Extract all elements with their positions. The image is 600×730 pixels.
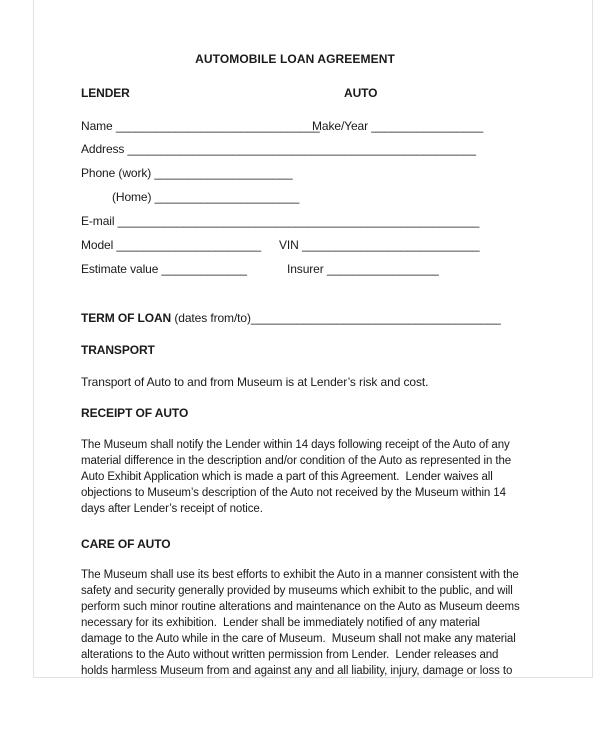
receipt-paragraph (81, 437, 521, 517)
document-title: AUTOMOBILE LOAN AGREEMENT (195, 52, 395, 66)
receipt-heading: RECEIPT OF AUTO (81, 406, 189, 420)
insurer-field[interactable]: Insurer _________________ (287, 262, 439, 276)
phone-work-field[interactable]: Phone (work) _____________________ (81, 166, 293, 180)
care-line: holds harmless Museum from and against any and all liability, injury, damage or loss to (81, 665, 513, 677)
term-of-loan-label: TERM OF LOAN (81, 311, 172, 325)
receipt-line: The Museum shall notify the Lender within 14 days following receipt of the Auto of any (81, 439, 510, 451)
receipt-line: material difference in the description and/or condition of the Auto as represented in the (81, 455, 512, 467)
care-line: perform such minor routine alterations and maintenance on the Auto as Museum deems (81, 601, 520, 613)
auto-header: AUTO (344, 86, 378, 100)
lender-header: LENDER (81, 86, 130, 100)
care-line: necessary for its exhibition. Lender shall be immediately notified of any material (81, 617, 480, 629)
care-line: safety and security generally provided by museums which exhibit to the public, and will (81, 585, 513, 597)
address-field[interactable]: Address _____________________________________________________ (81, 142, 476, 156)
email-field[interactable]: E-mail _______________________________________________________ (81, 214, 480, 228)
receipt-line: days after Lender’s receipt of notice. (81, 503, 263, 515)
vin-field[interactable]: VIN ___________________________ (279, 238, 480, 252)
receipt-line: Auto Exhibit Application which is made a part of this Agreement. Lender waives all (81, 471, 493, 483)
estimate-value-field[interactable]: Estimate value _____________ (81, 262, 247, 276)
term-of-loan-line[interactable] (81, 311, 501, 325)
care-paragraph (81, 567, 521, 679)
phone-home-field[interactable]: (Home) ______________________ (112, 190, 300, 204)
make-year-field[interactable]: Make/Year _________________ (312, 119, 484, 133)
care-line: damage to the Auto while in the care of Museum. Museum shall not make any material (81, 633, 516, 645)
name-field[interactable]: Name _______________________________ (81, 119, 320, 133)
receipt-line: objections to Museum’s description of the Auto not received by the Museum within 14 (81, 487, 506, 499)
transport-heading: TRANSPORT (81, 343, 155, 357)
transport-text: Transport of Auto to and from Museum is at Lender’s risk and cost. (81, 375, 429, 389)
page-border-left (33, 0, 34, 678)
care-line: alterations to the Auto without written permission from Lender. Lender releases and (81, 649, 499, 661)
model-field[interactable]: Model ______________________ (81, 238, 262, 252)
term-of-loan-dates[interactable]: (dates from/to)______________________________________ (171, 311, 501, 325)
care-heading: CARE OF AUTO (81, 537, 171, 551)
page-border-right (592, 0, 593, 678)
care-line: The Museum shall use its best efforts to exhibit the Auto in a manner consistent with the (81, 569, 519, 581)
